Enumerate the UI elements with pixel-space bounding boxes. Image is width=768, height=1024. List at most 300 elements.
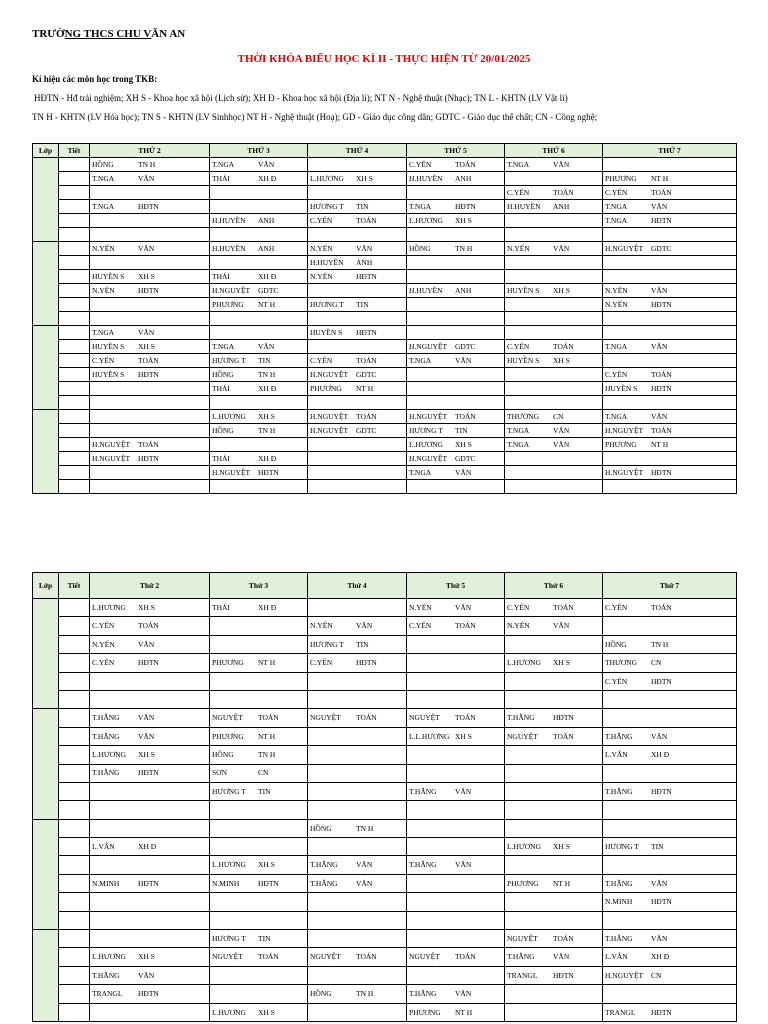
schedule-cell — [505, 158, 603, 172]
schedule-cell — [407, 354, 505, 368]
column-header: Thứ 3 — [210, 573, 308, 599]
subject-code: HĐTN — [651, 1007, 672, 1017]
period-cell — [59, 214, 90, 228]
schedule-cell — [505, 354, 603, 368]
teacher-name: HƯƠNG T — [605, 842, 639, 852]
column-header: Thứ 5 — [407, 573, 505, 599]
schedule-cell — [407, 654, 505, 672]
schedule-cell — [308, 654, 407, 672]
schedule-cell — [308, 396, 407, 410]
teacher-name: NGUYỆT — [310, 713, 341, 723]
schedule-cell — [308, 438, 407, 452]
schedule-cell — [210, 186, 308, 200]
period-cell — [59, 326, 90, 340]
teacher-name: N.YẾN — [92, 243, 115, 253]
subject-code: XH S — [258, 411, 275, 421]
subject-code: TN H — [455, 243, 473, 253]
schedule-cell — [407, 256, 505, 270]
subject-code: HĐTN — [651, 215, 672, 225]
legend-line-2: TN H - KHTN (LV Hóa học); TN S - KHTN (LV Sinhhọc) NT H - Nghệ thuật (Hoạ); GD - Giáo dục công dân; GDTC - Giáo dục thể chất; CN - Công nghệ; — [32, 112, 598, 122]
teacher-name: C.YẾN — [310, 658, 333, 668]
subject-code: XH S — [138, 952, 155, 962]
timetable-1 — [32, 143, 737, 494]
period-cell — [59, 256, 90, 270]
schedule-cell — [90, 838, 210, 856]
subject-code: XH Đ — [651, 750, 670, 760]
schedule-cell — [90, 256, 210, 270]
schedule-cell — [603, 270, 737, 284]
subject-code: HĐTN — [651, 786, 672, 796]
schedule-cell — [210, 298, 308, 312]
schedule-cell — [210, 635, 308, 653]
schedule-cell — [603, 466, 737, 480]
class-cell — [33, 158, 59, 242]
table-row — [33, 819, 737, 837]
teacher-name: HUYỀN S — [92, 341, 125, 351]
schedule-cell — [308, 172, 407, 186]
schedule-cell — [505, 690, 603, 708]
schedule-cell — [505, 599, 603, 617]
period-cell — [59, 764, 90, 782]
teacher-name: NGUYỆT — [212, 713, 243, 723]
teacher-name: T.NGA — [409, 355, 432, 365]
subject-code: ANH — [258, 243, 275, 253]
subject-code: HĐTN — [258, 467, 279, 477]
schedule-cell — [90, 617, 210, 635]
schedule-cell — [407, 396, 505, 410]
period-cell — [59, 874, 90, 892]
schedule-cell — [407, 410, 505, 424]
teacher-name: HUYỀN S — [92, 271, 125, 281]
teacher-name: HỒNG — [212, 369, 234, 379]
schedule-cell — [603, 480, 737, 494]
schedule-cell — [505, 312, 603, 326]
subject-code: VĂN — [138, 173, 155, 183]
schedule-cell — [505, 874, 603, 892]
subject-code: XH S — [455, 731, 472, 741]
subject-code: CN — [651, 970, 662, 980]
period-cell — [59, 1003, 90, 1021]
legend-heading: Kí hiệu các môn học trong TKB: — [32, 74, 158, 84]
table-row — [33, 382, 737, 396]
table-row — [33, 214, 737, 228]
period-cell — [59, 270, 90, 284]
teacher-name: T.NGA — [409, 467, 432, 477]
teacher-name: NGUYỆT — [507, 731, 538, 741]
teacher-name: H.NGUYỆT — [605, 467, 644, 477]
table-row — [33, 410, 737, 424]
schedule-cell — [90, 396, 210, 410]
teacher-name: T.NGA — [92, 201, 115, 211]
teacher-name: T.HẰNG — [409, 786, 437, 796]
teacher-name: N.YẾN — [310, 243, 333, 253]
column-header: THỨ 5 — [407, 144, 505, 158]
teacher-name: C.YẾN — [310, 215, 333, 225]
subject-code: HĐTN — [356, 271, 377, 281]
subject-code: TOÁN — [651, 602, 672, 612]
table-row — [33, 966, 737, 984]
schedule-cell — [210, 270, 308, 284]
table-row — [33, 158, 737, 172]
schedule-cell — [505, 480, 603, 494]
teacher-name: T.NGA — [605, 215, 628, 225]
period-cell — [59, 228, 90, 242]
schedule-cell — [603, 911, 737, 929]
schedule-cell — [603, 438, 737, 452]
schedule-cell — [90, 438, 210, 452]
schedule-cell — [505, 242, 603, 256]
class-cell — [33, 930, 59, 1022]
subject-code: ANH — [455, 285, 472, 295]
schedule-cell — [90, 214, 210, 228]
schedule-cell — [603, 312, 737, 326]
schedule-cell — [308, 368, 407, 382]
period-cell — [59, 985, 90, 1003]
schedule-cell — [90, 819, 210, 837]
schedule-cell — [210, 438, 308, 452]
schedule-cell — [210, 242, 308, 256]
schedule-cell — [90, 599, 210, 617]
teacher-name: C.YẾN — [605, 187, 628, 197]
schedule-cell — [90, 452, 210, 466]
schedule-cell — [407, 368, 505, 382]
subject-code: HĐTN — [258, 878, 279, 888]
subject-code: TIN — [356, 639, 369, 649]
schedule-cell — [90, 270, 210, 284]
schedule-cell — [308, 452, 407, 466]
table-row — [33, 242, 737, 256]
teacher-name: T.NGA — [409, 201, 432, 211]
subject-code: XH Đ — [258, 453, 277, 463]
subject-code: VĂN — [258, 341, 275, 351]
schedule-cell — [210, 782, 308, 800]
schedule-cell — [308, 911, 407, 929]
subject-code: HĐTN — [356, 327, 377, 337]
subject-code: TOÁN — [455, 159, 476, 169]
subject-code: HĐTN — [138, 768, 159, 778]
teacher-name: C.YẾN — [605, 369, 628, 379]
schedule-cell — [210, 985, 308, 1003]
schedule-cell — [308, 985, 407, 1003]
subject-code: TOÁN — [553, 602, 574, 612]
subject-code: GDTC — [455, 341, 476, 351]
schedule-cell — [407, 819, 505, 837]
schedule-cell — [308, 838, 407, 856]
subject-code: TOÁN — [553, 731, 574, 741]
table-row — [33, 340, 737, 354]
teacher-name: N.MINH — [92, 878, 120, 888]
column-header: THỨ 3 — [210, 144, 308, 158]
column-header: Tiết — [59, 144, 90, 158]
schedule-cell — [308, 200, 407, 214]
subject-code: TOÁN — [356, 952, 377, 962]
subject-code: VĂN — [356, 621, 373, 631]
schedule-cell — [407, 690, 505, 708]
subject-code: XH S — [138, 602, 155, 612]
schedule-cell — [90, 709, 210, 727]
schedule-cell — [407, 874, 505, 892]
subject-code: TOÁN — [138, 355, 159, 365]
schedule-cell — [603, 801, 737, 819]
period-cell — [59, 298, 90, 312]
schedule-cell — [90, 186, 210, 200]
schedule-cell — [90, 200, 210, 214]
schedule-cell — [407, 948, 505, 966]
schedule-cell — [90, 424, 210, 438]
schedule-cell — [90, 410, 210, 424]
subject-code: VĂN — [651, 201, 668, 211]
teacher-name: C.YẾN — [92, 621, 115, 631]
teacher-name: T.NGA — [605, 341, 628, 351]
subject-code: VĂN — [455, 860, 472, 870]
subject-code: HĐTN — [138, 453, 159, 463]
schedule-cell — [603, 856, 737, 874]
teacher-name: T.HẰNG — [605, 878, 633, 888]
teacher-name: HUYỀN S — [310, 327, 343, 337]
schedule-cell — [505, 672, 603, 690]
period-cell — [59, 368, 90, 382]
subject-code: TIN — [356, 201, 369, 211]
period-cell — [59, 746, 90, 764]
teacher-name: T.HẰNG — [507, 713, 535, 723]
table-row — [33, 948, 737, 966]
schedule-cell — [505, 424, 603, 438]
schedule-cell — [90, 466, 210, 480]
teacher-name: T.HẰNG — [92, 713, 120, 723]
teacher-name: HỒNG — [92, 159, 114, 169]
schedule-cell — [308, 690, 407, 708]
teacher-name: T.HẰNG — [310, 878, 338, 888]
subject-code: VĂN — [138, 970, 155, 980]
table-row — [33, 911, 737, 929]
table-row — [33, 396, 737, 410]
subject-code: XH Đ — [258, 271, 277, 281]
subject-code: VĂN — [553, 621, 570, 631]
schedule-cell — [308, 599, 407, 617]
schedule-cell — [505, 746, 603, 764]
schedule-cell — [603, 1003, 737, 1021]
subject-code: XH S — [553, 842, 570, 852]
column-header: THỨ 7 — [603, 144, 737, 158]
subject-code: TOÁN — [455, 713, 476, 723]
teacher-name: TRANGL — [507, 970, 538, 980]
schedule-cell — [308, 746, 407, 764]
subject-code: NT H — [553, 878, 571, 888]
teacher-name: THÁI — [212, 453, 230, 463]
teacher-name: C.YẾN — [507, 187, 530, 197]
teacher-name: C.YẾN — [409, 159, 432, 169]
schedule-cell — [90, 801, 210, 819]
table-row — [33, 480, 737, 494]
subject-code: VĂN — [356, 878, 373, 888]
subject-code: CN — [553, 411, 564, 421]
table-row — [33, 424, 737, 438]
teacher-name: L.HƯƠNG — [92, 952, 126, 962]
schedule-cell — [407, 200, 505, 214]
schedule-cell — [210, 801, 308, 819]
teacher-name: T.NGA — [92, 327, 115, 337]
subject-code: HĐTN — [651, 383, 672, 393]
schedule-cell — [90, 672, 210, 690]
schedule-cell — [210, 727, 308, 745]
schedule-cell — [308, 727, 407, 745]
schedule-cell — [603, 782, 737, 800]
table-row — [33, 228, 737, 242]
schedule-cell — [308, 782, 407, 800]
subject-code: VĂN — [138, 327, 155, 337]
subject-code: TOÁN — [455, 621, 476, 631]
teacher-name: PHƯƠNG — [212, 299, 244, 309]
schedule-cell — [210, 599, 308, 617]
schedule-cell — [505, 764, 603, 782]
schedule-cell — [407, 284, 505, 298]
column-header: THỨ 4 — [308, 144, 407, 158]
schedule-cell — [210, 340, 308, 354]
schedule-cell — [210, 354, 308, 368]
table-row — [33, 856, 737, 874]
table-row — [33, 452, 737, 466]
teacher-name: N.YẾN — [92, 639, 115, 649]
subject-code: HĐTN — [138, 285, 159, 295]
schedule-cell — [407, 270, 505, 284]
schedule-cell — [407, 727, 505, 745]
table-row — [33, 874, 737, 892]
teacher-name: PHƯƠNG — [310, 383, 342, 393]
subject-code: ANH — [455, 173, 472, 183]
schedule-cell — [308, 298, 407, 312]
schedule-cell — [407, 911, 505, 929]
subject-code: VĂN — [553, 243, 570, 253]
schedule-cell — [407, 635, 505, 653]
table-row — [33, 256, 737, 270]
schedule-cell — [90, 746, 210, 764]
subject-code: XH S — [138, 271, 155, 281]
period-cell — [59, 948, 90, 966]
schedule-cell — [308, 1003, 407, 1021]
schedule-cell — [603, 368, 737, 382]
subject-code: VĂN — [455, 467, 472, 477]
schedule-cell — [407, 599, 505, 617]
schedule-cell — [210, 819, 308, 837]
table-row — [33, 838, 737, 856]
teacher-name: HỒNG — [605, 639, 627, 649]
schedule-cell — [505, 452, 603, 466]
schedule-cell — [210, 424, 308, 438]
subject-code: ANH — [553, 201, 570, 211]
subject-code: TIN — [651, 842, 664, 852]
subject-code: VĂN — [138, 243, 155, 253]
schedule-cell — [308, 270, 407, 284]
subject-code: TN H — [258, 369, 276, 379]
schedule-cell — [407, 466, 505, 480]
teacher-name: HƯƠNG T — [212, 786, 246, 796]
teacher-name: L.HƯƠNG — [212, 411, 246, 421]
schedule-cell — [308, 214, 407, 228]
teacher-name: NGUYỆT — [212, 952, 243, 962]
schedule-cell — [505, 1003, 603, 1021]
teacher-name: H.NGUYỆT — [605, 425, 644, 435]
subject-code: VĂN — [651, 933, 668, 943]
subject-code: CN — [651, 658, 662, 668]
schedule-cell — [90, 856, 210, 874]
schedule-cell — [210, 874, 308, 892]
subject-code: XH Đ — [258, 173, 277, 183]
schedule-cell — [407, 672, 505, 690]
subject-code: VĂN — [553, 952, 570, 962]
subject-code: TOÁN — [651, 425, 672, 435]
subject-code: NT H — [455, 1007, 473, 1017]
schedule-cell — [603, 874, 737, 892]
subject-code: TOÁN — [258, 952, 279, 962]
period-cell — [59, 480, 90, 494]
subject-code: HĐTN — [356, 658, 377, 668]
schedule-cell — [210, 930, 308, 948]
schedule-cell — [308, 893, 407, 911]
subject-code: VĂN — [651, 341, 668, 351]
period-cell — [59, 838, 90, 856]
subject-code: NT H — [651, 439, 669, 449]
schedule-cell — [603, 985, 737, 1003]
period-cell — [59, 856, 90, 874]
schedule-cell — [603, 186, 737, 200]
schedule-cell — [308, 354, 407, 368]
schedule-cell — [505, 838, 603, 856]
schedule-cell — [407, 438, 505, 452]
schedule-cell — [603, 228, 737, 242]
teacher-name: T.HẰNG — [92, 731, 120, 741]
period-cell — [59, 911, 90, 929]
schedule-cell — [505, 911, 603, 929]
schedule-cell — [505, 466, 603, 480]
subject-code: VĂN — [258, 159, 275, 169]
schedule-cell — [407, 214, 505, 228]
schedule-cell — [603, 599, 737, 617]
teacher-name: T.NGA — [92, 173, 115, 183]
teacher-name: N.MINH — [605, 897, 633, 907]
teacher-name: L.HƯƠNG — [92, 750, 126, 760]
subject-code: XH S — [553, 355, 570, 365]
schedule-cell — [603, 930, 737, 948]
teacher-name: N.YẾN — [409, 602, 432, 612]
teacher-name: T.HẰNG — [409, 989, 437, 999]
schedule-cell — [308, 819, 407, 837]
schedule-cell — [407, 424, 505, 438]
period-cell — [59, 654, 90, 672]
teacher-name: H.HUYỀN — [310, 257, 344, 267]
schedule-cell — [90, 727, 210, 745]
schedule-cell — [603, 893, 737, 911]
teacher-name: HƯƠNG T — [310, 639, 344, 649]
table-row — [33, 368, 737, 382]
teacher-name: L.HƯƠNG — [212, 860, 246, 870]
teacher-name: H.NGUYỆT — [409, 453, 448, 463]
teacher-name: L.HƯƠNG — [409, 439, 443, 449]
teacher-name: HỒNG — [212, 425, 234, 435]
class-cell — [33, 326, 59, 410]
period-cell — [59, 354, 90, 368]
subject-code: TN H — [651, 639, 669, 649]
schedule-cell — [603, 256, 737, 270]
teacher-name: N.YẾN — [605, 299, 628, 309]
period-cell — [59, 284, 90, 298]
schedule-cell — [308, 326, 407, 340]
schedule-cell — [603, 727, 737, 745]
schedule-cell — [308, 256, 407, 270]
schedule-cell — [308, 856, 407, 874]
schedule-cell — [308, 340, 407, 354]
subject-code: TN H — [138, 159, 156, 169]
teacher-name: SƠN — [212, 768, 228, 778]
